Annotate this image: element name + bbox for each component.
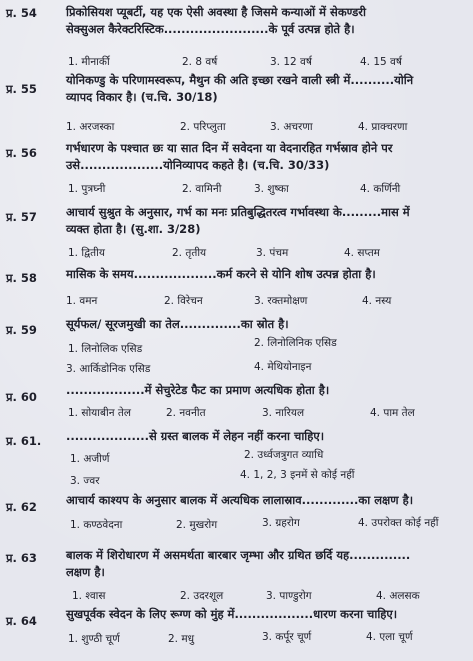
question-number: प्र. 55 xyxy=(6,82,37,96)
option-3: 3. आर्किडोनिक एसिड xyxy=(66,363,151,375)
option-1: 1. शुण्ठी चूर्ण xyxy=(68,633,120,645)
option-4: 4. उपरोक्त कोई नहीं xyxy=(358,517,439,529)
option-3: 3. पंचम xyxy=(256,247,289,259)
question-text: ...................से ग्रस्त बालक में लेहन नहीं करना चाहिए। xyxy=(66,429,325,443)
option-3: 3. कर्पूर चूर्ण xyxy=(262,631,312,643)
option-4: 4. मेथियोनाइन xyxy=(254,361,312,373)
question-text: प्रिकोसियश प्यूबर्टी, यह एक ऐसी अवस्था है जिसमे कन्याओं में सेकण्डरी सेक्सुअल कैरेक्टरिस्टिक........................के पूर्व उत्पन्न होते है। xyxy=(66,5,366,36)
option-4: 4. कर्णिनी xyxy=(360,183,401,195)
option-2: 2. लिनोलिनिक एसिड xyxy=(254,337,337,349)
option-3: 3. ग्रहरोग xyxy=(262,517,300,529)
option-2: 2. नवनीत xyxy=(166,407,206,419)
option-4: 4. अलसक xyxy=(376,590,420,602)
question-number: प्र. 58 xyxy=(6,271,37,285)
question-number: प्र. 56 xyxy=(6,146,37,160)
option-3: 3. अचरणा xyxy=(270,121,313,133)
question-number: प्र. 64 xyxy=(6,614,37,628)
question-number: प्र. 61. xyxy=(6,434,42,448)
option-2: 2. उर्ध्वजत्रुगत व्याधि xyxy=(244,449,324,461)
option-2: 2. मधु xyxy=(168,633,195,645)
option-2: 2. तृतीय xyxy=(172,247,207,259)
question-text: सूर्यफल/ सूरजमुखी का तेल..............का स्रोत है। xyxy=(66,317,289,331)
option-4: 4. प्राक्चरणा xyxy=(358,121,408,133)
question-number: प्र. 60 xyxy=(6,390,37,404)
option-3: 3. 12 वर्ष xyxy=(270,56,312,68)
question-number: प्र. 62 xyxy=(6,500,37,514)
question-text: ..................में सेचुरेटेड फैट का प्रमाण अत्यधिक होता है। xyxy=(66,383,330,397)
option-1: 1. अरजस्का xyxy=(66,121,115,133)
option-1: 1. अजीर्ण xyxy=(70,453,110,465)
question-text: सुखपूर्वक स्वेदन के लिए रूग्ण को मुंह में..................धारण करना चाहिए। xyxy=(66,607,398,621)
question-text: मासिक के समय...................कर्म करने से योनि शोष उत्पन्न होता है। xyxy=(66,267,376,281)
option-1: 1. पुत्रघ्नी xyxy=(68,183,106,195)
question-text: बालक में शिरोधारण में असमर्थता बारबार जृम्भा और ग्रथित छर्दि यह.............. लक्षण है। xyxy=(66,548,411,579)
option-1: 1. श्वास xyxy=(72,590,106,602)
option-2: 2. वामिनी xyxy=(182,183,222,195)
option-2: 2. 8 वर्ष xyxy=(182,56,218,68)
option-4: 4. 1, 2, 3 इनमें से कोई नहीं xyxy=(240,469,355,481)
question-number: प्र. 57 xyxy=(6,210,37,224)
question-number: प्र. 59 xyxy=(6,323,37,337)
option-2: 2. उदरशूल xyxy=(180,590,224,602)
option-3: 3. नारियल xyxy=(262,407,305,419)
option-3: 3. रक्तमोक्षण xyxy=(254,295,308,307)
option-1: 1. कण्ठवेदना xyxy=(70,519,123,531)
question-number: प्र. 54 xyxy=(6,6,37,20)
option-2: 2. मुखरोग xyxy=(176,519,218,531)
question-text: गर्भधारण के पश्चात छः या सात दिन में सवेदना या वेदनारहित गर्भस्राव होने पर उसे...................योनिव्यापद कहते है। (च.चि. 30/33) xyxy=(66,141,393,172)
question-text: आचार्य काश्यप के अनुसार बालक में अत्यधिक लालास्राव.............का लक्षण है। xyxy=(66,493,414,507)
option-3: 3. शुष्का xyxy=(254,183,289,195)
option-2: 2. विरेचन xyxy=(164,295,203,307)
option-4: 4. सप्तम xyxy=(344,247,380,259)
question-text: योनिकण्डु के परिणामस्वरूप, मैथुन की अति इच्छा रखने वाली स्त्री में..........योनि व्यापद विकार है। (च.चि. 30/18) xyxy=(66,73,414,104)
option-1: 1. वमन xyxy=(66,295,98,307)
option-3: 3. ज्वर xyxy=(70,475,100,487)
option-1: 1. द्वितीय xyxy=(68,247,105,259)
option-1: 1. मीनार्की xyxy=(68,56,110,68)
question-number: प्र. 63 xyxy=(6,551,37,565)
option-2: 2. परिप्लुता xyxy=(180,121,226,133)
option-3: 3. पाण्डुरोग xyxy=(266,590,312,602)
option-4: 4. नस्य xyxy=(362,295,392,307)
option-4: 4. एला चूर्ण xyxy=(366,631,413,643)
question-text: आचार्य सुश्रुत के अनुसार, गर्भ का मनः प्रतिबुद्धितरत्व गर्भावस्था के.........मास में व्यक्त होता है। (सु.शा. 3/28) xyxy=(66,205,410,236)
option-4: 4. पाम तेल xyxy=(370,407,415,419)
option-1: 1. सोयाबीन तेल xyxy=(68,407,131,419)
option-4: 4. 15 वर्ष xyxy=(360,56,402,68)
option-1: 1. लिनोलिक एसिड xyxy=(68,343,143,355)
